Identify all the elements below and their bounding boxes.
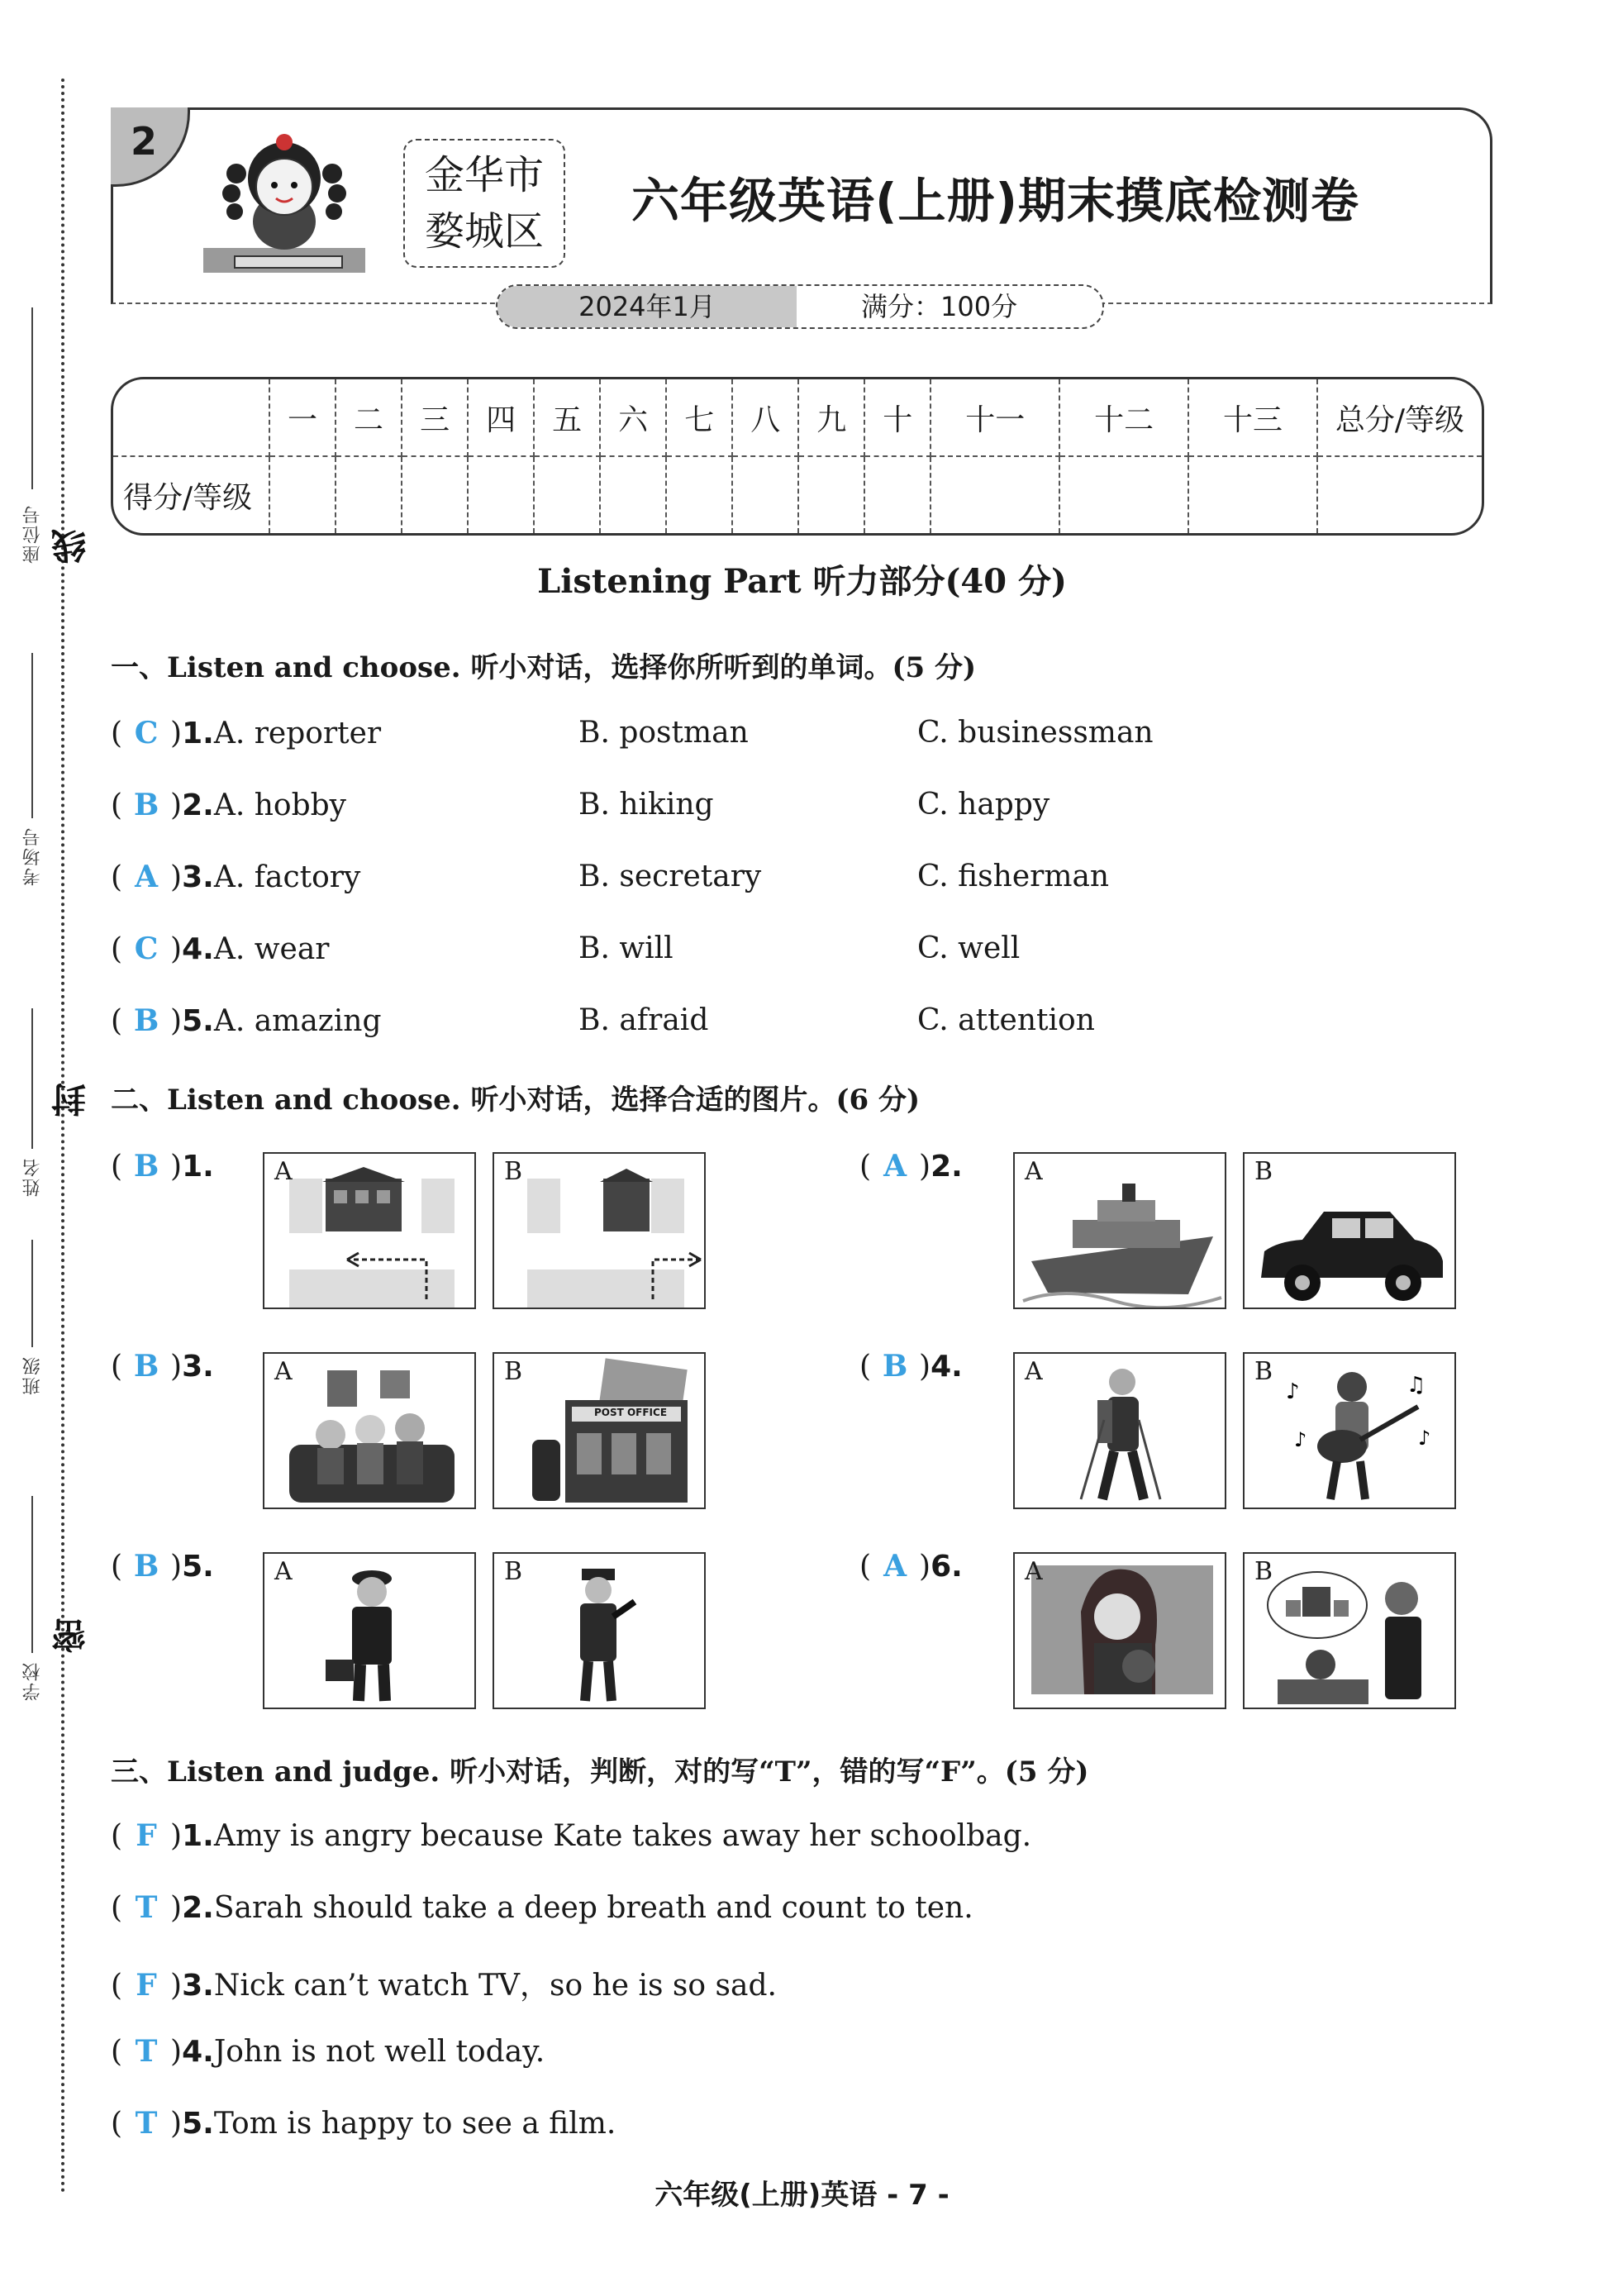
s2-question-6: ( A )6. <box>859 1549 963 1584</box>
score-col-8: 八 <box>732 379 798 456</box>
score-table-corner <box>113 379 269 456</box>
score-table <box>111 377 1484 536</box>
margin-word-feng: 封 <box>50 1083 91 1117</box>
s3-question-2: ( T )2.Sarah should take a deep breath and count to ten. <box>111 1890 973 1925</box>
picture-label: A <box>1025 1557 1043 1586</box>
question-number: 1. <box>182 1150 214 1184</box>
question-number: 5. <box>182 1004 214 1038</box>
answer-blank[interactable]: F <box>136 1818 157 1853</box>
s3-question-4: ( T )4.John is not well today. <box>111 2034 545 2069</box>
score-cell[interactable] <box>534 456 600 533</box>
option-c: C. businessman <box>917 716 1154 750</box>
section3-title: 三、Listen and judge. 听小对话，判断，对的写“T”，错的写“F”。(5 分) <box>111 1755 1089 1789</box>
question-number: 5. <box>182 2107 214 2141</box>
answer-blank[interactable]: T <box>135 2106 158 2141</box>
answer-blank[interactable]: F <box>136 1968 157 2003</box>
option-b: B. afraid <box>578 1003 709 1037</box>
s2-q1-picture-b[interactable] <box>493 1152 706 1309</box>
score-col-11: 十一 <box>931 379 1059 456</box>
answer-blank[interactable]: B <box>133 788 159 822</box>
score-col-5: 五 <box>534 379 600 456</box>
s2-question-2: ( A )2. <box>859 1149 963 1184</box>
post-office-sign: POST OFFICE <box>593 1407 668 1418</box>
s1-question-5: ( B )5.A. amazing B. afraid C. attention <box>111 1003 1095 1038</box>
option-c: C. happy <box>917 788 1050 822</box>
building-turn-right-icon <box>494 1154 706 1309</box>
margin-word-mi: 密 <box>50 1618 91 1653</box>
statement-text: Nick can’t watch TV，so he is so sad. <box>213 1969 777 2003</box>
region-box <box>403 139 565 268</box>
statement-text: John is not well today. <box>213 2035 545 2069</box>
question-number: 5. <box>182 1550 214 1584</box>
score-table-header-row <box>113 379 1482 456</box>
region-city: 金华市 <box>424 152 544 198</box>
score-cell[interactable] <box>336 456 402 533</box>
picture-label: B <box>1254 1157 1273 1186</box>
s2-q5-picture-b[interactable] <box>493 1552 706 1709</box>
svg-text:♪: ♪ <box>1294 1428 1307 1451</box>
score-col-13: 十三 <box>1188 379 1317 456</box>
question-number: 1. <box>182 717 214 750</box>
guitar-player-icon <box>1245 1354 1456 1509</box>
question-number: 4. <box>182 2035 214 2069</box>
svg-text:♫: ♫ <box>1406 1373 1426 1398</box>
s2-question-3: ( B )3. <box>111 1349 214 1384</box>
margin-label-seat: 座位号 <box>22 504 43 564</box>
question-number: 6. <box>931 1550 963 1584</box>
margin-label-class: 班级 <box>22 1355 43 1395</box>
option-c: C. fisherman <box>917 860 1110 893</box>
svg-text:♪: ♪ <box>1286 1379 1300 1404</box>
option-c: C. well <box>917 931 1021 965</box>
statement-text: Amy is angry because Kate takes away her schoolbag. <box>213 1819 1032 1853</box>
picture-label: B <box>1254 1557 1273 1586</box>
score-col-10: 十 <box>864 379 931 456</box>
question-number: 2. <box>931 1150 963 1184</box>
option-a: A. hobby <box>213 788 346 822</box>
score-col-4: 四 <box>468 379 534 456</box>
businessman-icon <box>264 1554 476 1709</box>
s2-q1-picture-a[interactable] <box>263 1152 476 1309</box>
option-a: A. reporter <box>213 717 382 750</box>
family-icon <box>264 1354 476 1509</box>
s1-question-1: ( C )1.A. reporter B. postman C. businessman <box>111 716 1154 750</box>
score-cell[interactable] <box>402 456 468 533</box>
answer-blank[interactable]: B <box>133 1349 159 1384</box>
s1-question-3: ( A )3.A. factory B. secretary C. fisherman <box>111 860 1110 894</box>
answer-blank[interactable]: A <box>883 1149 907 1184</box>
s2-q2-picture-b[interactable] <box>1243 1152 1456 1309</box>
score-row-label: 得分/等级 <box>113 456 269 533</box>
margin-label-name: 姓名 <box>22 1157 43 1197</box>
score-col-1: 一 <box>269 379 336 456</box>
score-cell[interactable] <box>1188 456 1317 533</box>
teacher-and-student-icon <box>1245 1554 1456 1709</box>
question-number: 3. <box>182 1969 214 2003</box>
margin-fill-line-name[interactable] <box>31 1008 33 1149</box>
answer-blank[interactable]: B <box>133 1149 159 1184</box>
answer-blank[interactable]: A <box>883 1549 907 1584</box>
question-number: 2. <box>182 1891 214 1925</box>
s3-question-3: ( F )3.Nick can’t watch TV，so he is so sad. <box>111 1968 777 2003</box>
policeman-icon <box>494 1554 706 1709</box>
exam-info-bar <box>496 284 1104 329</box>
s2-q4-picture-a[interactable] <box>1013 1352 1226 1509</box>
girl-with-cat-icon <box>1015 1554 1226 1709</box>
question-number: 3. <box>182 860 214 894</box>
paper-number: 2 <box>131 119 158 164</box>
binding-dotted-line <box>61 79 64 2194</box>
score-cell[interactable] <box>864 456 931 533</box>
option-b: B. postman <box>578 716 749 750</box>
car-icon <box>1245 1154 1456 1309</box>
hiker-icon <box>1015 1354 1226 1509</box>
listening-part-title: Listening Part 听力部分(40 分) <box>537 562 1067 601</box>
post-office-icon <box>494 1354 706 1509</box>
score-cell[interactable] <box>1317 456 1482 533</box>
statement-text: Tom is happy to see a film. <box>213 2107 616 2141</box>
statement-text: Sarah should take a deep breath and count to ten. <box>213 1891 973 1925</box>
picture-label: A <box>274 1557 293 1586</box>
picture-label: B <box>1254 1357 1273 1386</box>
picture-label: B <box>504 1157 523 1186</box>
s1-question-4: ( C )4.A. wear B. will C. well <box>111 931 1021 966</box>
margin-fill-line-class[interactable] <box>31 1240 33 1347</box>
full-score: 满分：100分 <box>861 291 1018 322</box>
picture-label: A <box>1025 1157 1043 1186</box>
region-district: 婺城区 <box>424 208 544 255</box>
score-col-9: 九 <box>798 379 864 456</box>
question-number: 3. <box>182 1350 214 1384</box>
section1-title: 一、Listen and choose. 听小对话，选择你所听到的单词。(5 分) <box>111 651 977 684</box>
building-turn-left-icon <box>264 1154 476 1309</box>
answer-blank[interactable]: T <box>135 1890 158 1925</box>
s2-question-5: ( B )5. <box>111 1549 214 1584</box>
score-cell[interactable] <box>732 456 798 533</box>
exam-date: 2024年1月 <box>497 286 797 327</box>
score-cell[interactable] <box>931 456 1059 533</box>
s2-q4-picture-b[interactable] <box>1243 1352 1456 1509</box>
s2-q6-picture-a[interactable] <box>1013 1552 1226 1709</box>
option-c: C. attention <box>917 1003 1095 1037</box>
s1-question-2: ( B )2.A. hobby B. hiking C. happy <box>111 788 1050 822</box>
score-cell[interactable] <box>666 456 732 533</box>
margin-fill-line-room[interactable] <box>31 653 33 818</box>
picture-label: A <box>1025 1357 1043 1386</box>
question-number: 4. <box>182 932 214 966</box>
answer-blank[interactable]: B <box>133 1549 159 1584</box>
margin-fill-line-seat[interactable] <box>31 307 33 489</box>
option-a: A. amazing <box>213 1004 382 1038</box>
margin-word-xian: 线 <box>50 529 91 564</box>
question-number: 1. <box>182 1819 214 1853</box>
girl-writing-icon <box>202 124 367 276</box>
s2-question-1: ( B )1. <box>111 1149 214 1184</box>
s2-q3-picture-a[interactable] <box>263 1352 476 1509</box>
answer-blank[interactable]: T <box>135 2034 158 2069</box>
s3-question-1: ( F )1.Amy is angry because Kate takes away her schoolbag. <box>111 1818 1032 1853</box>
page-footer: 六年级(上册)英语 - 7 - <box>654 2179 950 2212</box>
answer-blank[interactable]: A <box>135 860 159 894</box>
question-number: 2. <box>182 788 214 822</box>
score-cell[interactable] <box>269 456 336 533</box>
score-table-score-row <box>113 456 1482 533</box>
score-col-12: 十二 <box>1059 379 1188 456</box>
score-cell[interactable] <box>468 456 534 533</box>
score-col-6: 六 <box>600 379 666 456</box>
score-cell[interactable] <box>1059 456 1188 533</box>
score-col-7: 七 <box>666 379 732 456</box>
picture-label: A <box>274 1357 293 1386</box>
exam-title: 六年级英语(上册)期末摸底检测卷 <box>631 173 1360 229</box>
s2-q3-picture-b[interactable] <box>493 1352 706 1509</box>
option-a: A. factory <box>213 860 361 894</box>
margin-label-room: 考场号 <box>22 826 43 886</box>
option-a: A. wear <box>213 932 330 966</box>
score-cell[interactable] <box>798 456 864 533</box>
margin-label-school: 学校 <box>22 1661 43 1701</box>
option-b: B. hiking <box>578 788 714 822</box>
s2-q5-picture-a[interactable] <box>263 1552 476 1709</box>
s2-q2-picture-a[interactable] <box>1013 1152 1226 1309</box>
section2-title: 二、Listen and choose. 听小对话，选择合适的图片。(6 分) <box>111 1084 921 1117</box>
answer-blank[interactable]: B <box>882 1349 908 1384</box>
margin-fill-line-school[interactable] <box>31 1496 33 1653</box>
picture-label: B <box>504 1357 523 1386</box>
option-b: B. secretary <box>578 860 762 893</box>
picture-label: B <box>504 1557 523 1586</box>
score-col-3: 三 <box>402 379 468 456</box>
answer-blank[interactable]: B <box>133 1003 159 1038</box>
answer-blank[interactable]: C <box>134 931 159 966</box>
s2-question-4: ( B )4. <box>859 1349 963 1384</box>
answer-blank[interactable]: C <box>134 716 159 750</box>
svg-text:♪: ♪ <box>1418 1427 1431 1450</box>
score-cell[interactable] <box>600 456 666 533</box>
s3-question-5: ( T )5.Tom is happy to see a film. <box>111 2106 616 2141</box>
option-b: B. will <box>578 931 673 965</box>
question-number: 4. <box>931 1350 963 1384</box>
score-col-total: 总分/等级 <box>1317 379 1482 456</box>
picture-label: A <box>274 1157 293 1186</box>
s2-q6-picture-b[interactable] <box>1243 1552 1456 1709</box>
ship-icon <box>1015 1154 1226 1309</box>
score-col-2: 二 <box>336 379 402 456</box>
